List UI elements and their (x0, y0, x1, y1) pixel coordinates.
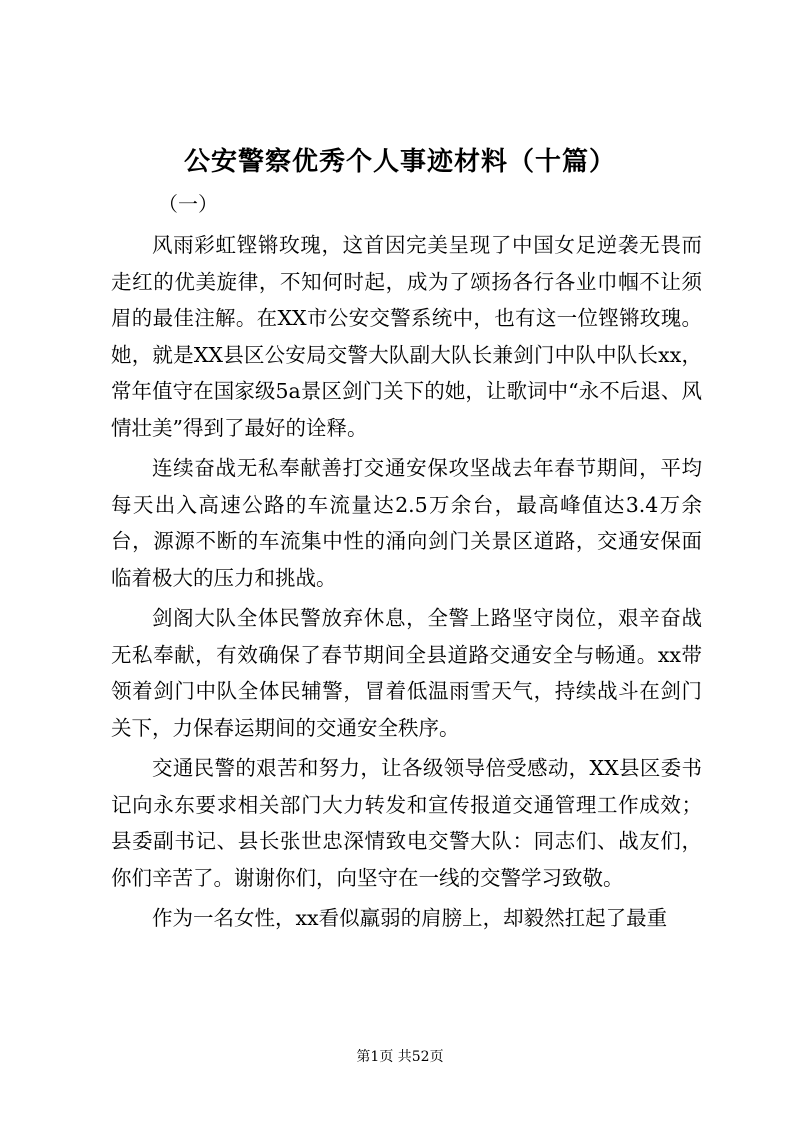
paragraph: 作为一名女性，xx看似羸弱的肩膀上，却毅然扛起了最重 (152, 906, 668, 930)
document-body (111, 227, 702, 941)
paragraph: 连续奋战无私奉献善打交通安保攻坚战去年春节期间，平均每天出入高速公路的车流量达2.5万余台，最高峰值达3.4万余台，源源不断的车流集中性的涌向剑门关景区道路，交通安保面临着极大的压力和挑战。 (111, 456, 702, 590)
document-title: 公安警察优秀个人事迹材料（十篇） (183, 147, 616, 177)
page-footer: 第1页 共52页 (356, 1049, 444, 1065)
section-heading: （一） (158, 192, 218, 216)
paragraph: 风雨彩虹铿锵玫瑰，这首因完美呈现了中国女足逆袭无畏而走红的优美旋律，不知何时起，成为了颂扬各行各业巾帼不让须眉的最佳注解。在XX市公安交警系统中，也有这一位铿锵玫瑰。她，就是XX县区公安局交警大队副大队长兼剑门中队中队长xx，常年值守在国家级5a景区剑门关下的她，让歌词中“永不后退、风情壮美”得到了最好的诠释。 (111, 233, 702, 440)
paragraph: 剑阁大队全体民警放弃休息，全警上路坚守岗位，艰辛奋战无私奉献，有效确保了春节期间全县道路交通安全与畅通。xx带领着剑门中队全体民辅警，冒着低温雨雪天气，持续战斗在剑门关下，力保春运期间的交通安全秩序。 (111, 606, 702, 740)
paragraph: 交通民警的艰苦和努力，让各级领导倍受感动，XX县区委书记向永东要求相关部门大力转发和宣传报道交通管理工作成效；县委副书记、县长张世忠深情致电交警大队：同志们、战友们，你们辛苦了。谢谢你们，向坚守在一线的交警学习致敬。 (111, 756, 702, 890)
